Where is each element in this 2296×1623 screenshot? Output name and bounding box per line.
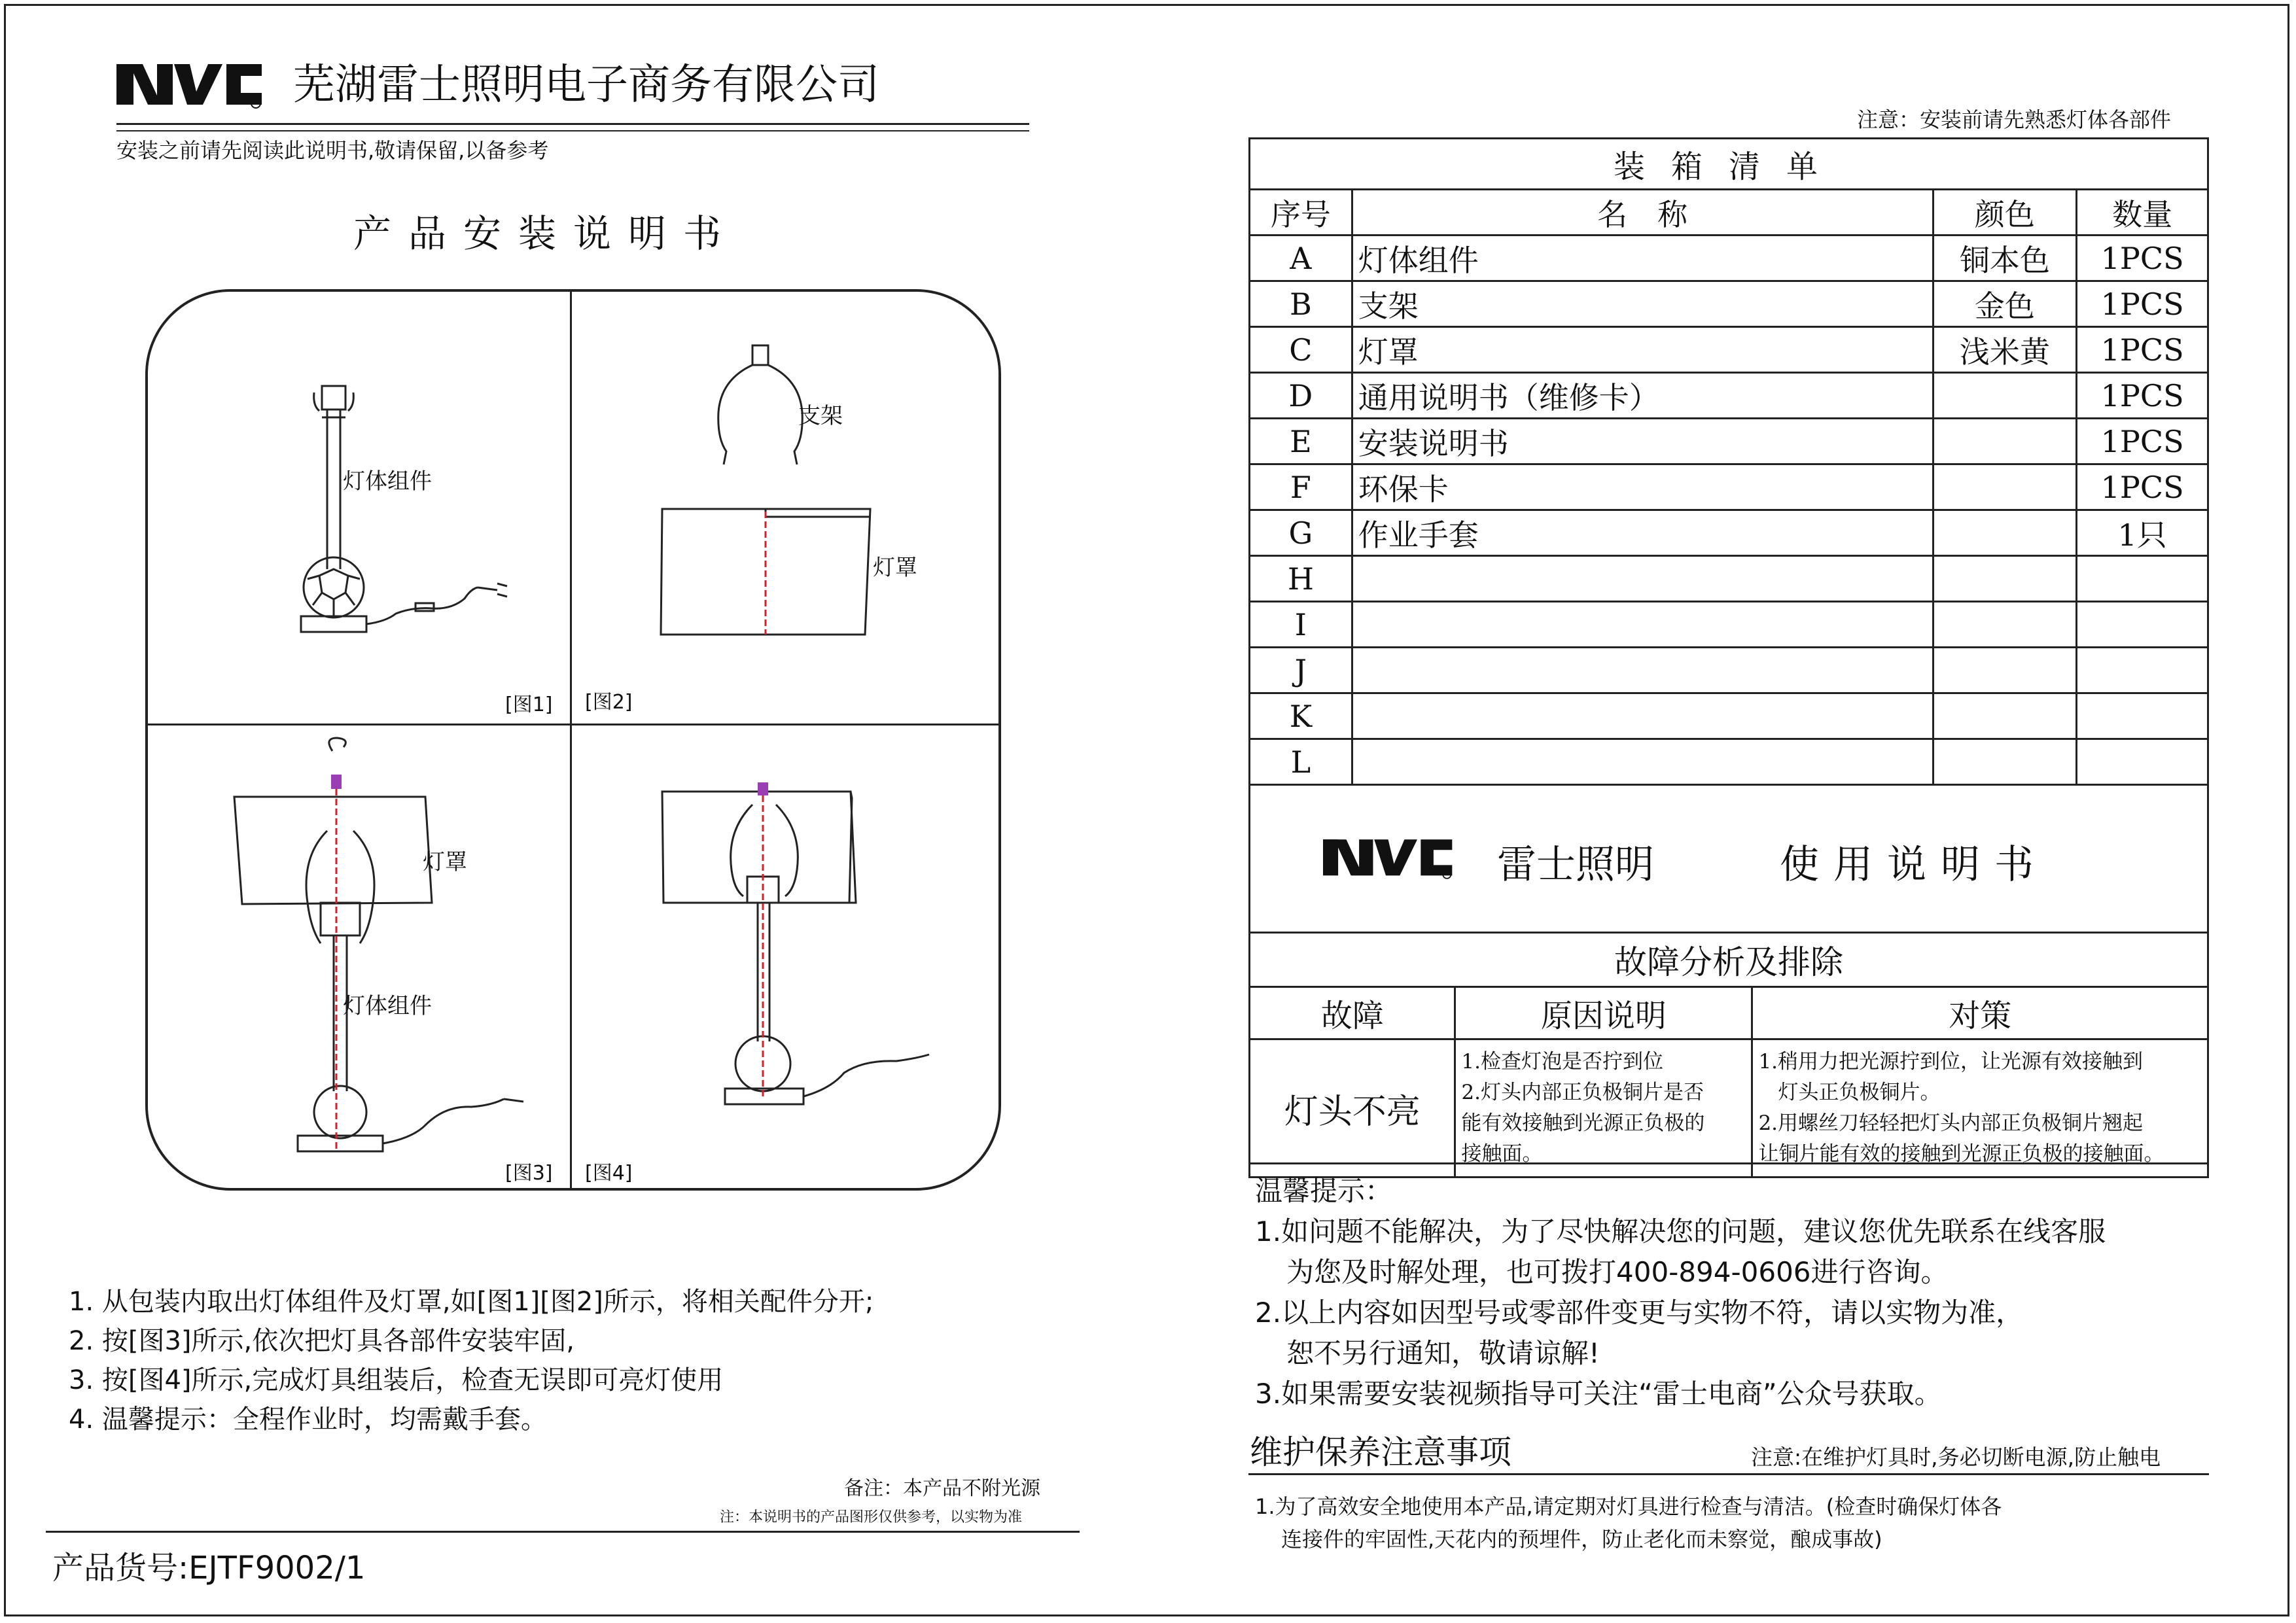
maintenance-body — [1255, 1490, 2002, 1556]
cell-color — [1933, 556, 2077, 602]
cell-qty — [2077, 693, 2208, 739]
fig4-label: [图4] — [585, 1162, 633, 1185]
solution-line: 2.用螺丝刀轻轻把灯头内部正负极铜片翘起 — [1758, 1111, 2144, 1135]
cause-line: 能有效接触到光源正负极的 — [1461, 1111, 1705, 1135]
cell-qty — [2077, 556, 2208, 602]
product-sku: 产品货号:EJTF9002/1 — [52, 1550, 366, 1586]
table-row — [1250, 1039, 2208, 1178]
packing-list-table — [1248, 137, 2209, 786]
table-row — [1250, 464, 2208, 510]
solution-line: 让铜片能有效的接触到光源正负极的接触面。 — [1758, 1142, 2164, 1166]
solution-line: 1.稍用力把光源拧到位，让光源有效接触到 — [1758, 1050, 2144, 1073]
nvc-logo-small — [1323, 833, 1454, 879]
col-header-cause: 原因说明 — [1455, 987, 1752, 1039]
read-note: 安装之前请先阅读此说明书,敬请保留,以备参考 — [116, 138, 549, 163]
col-header-fault: 故障 — [1250, 987, 1455, 1039]
table-row — [1250, 510, 2208, 556]
maintenance-line: 连接件的牢固性,天花内的预埋件，防止老化而未察觉，酿成事故) — [1281, 1527, 1882, 1552]
fig2-label: [图2] — [585, 691, 633, 714]
cell-index: H — [1250, 556, 1352, 602]
step-item: 3. 按[图4]所示,完成灯具组装后，检查无误即可亮灯使用 — [69, 1365, 724, 1395]
cell-name: 支架 — [1352, 281, 1933, 327]
col-header-qty: 数量 — [2077, 190, 2208, 236]
table-row — [1250, 648, 2208, 693]
fig2-label-shade: 灯罩 — [873, 555, 917, 581]
fig3-label-lamp-body: 灯体组件 — [343, 993, 432, 1019]
manual-title: 使用说明书 — [1780, 842, 2048, 888]
tips-line: 为您及时解处理，也可拨打400-894-0606进行咨询。 — [1286, 1256, 1949, 1288]
step-item: 1. 从包装内取出灯体组件及灯罩,如[图1][图2]所示，将相关配件分开; — [69, 1287, 874, 1317]
install-caution-note: 注意：安装前请先熟悉灯体各部件 — [1857, 107, 2172, 132]
solution-line: 灯头正负极铜片。 — [1778, 1081, 1941, 1104]
cell-color — [1933, 419, 2077, 464]
col-header-solution: 对策 — [1752, 987, 2208, 1039]
remark-no-light-source: 备注：本产品不附光源 — [844, 1477, 1040, 1500]
fault-cause — [1455, 1039, 1752, 1178]
tips-line: 恕不另行通知，敬请谅解! — [1286, 1337, 1600, 1369]
figure-divider-vertical — [570, 292, 572, 1188]
cell-name — [1352, 693, 1933, 739]
cell-qty: 1PCS — [2077, 281, 2208, 327]
cell-qty — [2077, 648, 2208, 693]
fault-solution — [1752, 1039, 2208, 1178]
tips-title: 温馨提示： — [1255, 1175, 1393, 1207]
table-row — [1250, 419, 2208, 464]
cell-name: 通用说明书（维修卡） — [1352, 373, 1933, 419]
cell-name: 作业手套 — [1352, 510, 1933, 556]
cell-index: F — [1250, 464, 1352, 510]
maintenance-note: 注意:在维护灯具时,务必切断电源,防止触电 — [1751, 1444, 2161, 1470]
cell-qty: 1PCS — [2077, 464, 2208, 510]
cell-index: K — [1250, 693, 1352, 739]
cell-index: E — [1250, 419, 1352, 464]
fig1-label: [图1] — [505, 693, 553, 716]
table-row — [1250, 602, 2208, 648]
cause-line: 接触面。 — [1461, 1142, 1543, 1166]
fig1-lamp-body-drawing — [281, 379, 556, 641]
fig4-assembled-drawing — [648, 772, 988, 1125]
brand-name: 雷士照明 — [1497, 842, 1654, 888]
table-row — [1250, 327, 2208, 373]
cell-color — [1933, 602, 2077, 648]
cause-line: 1.检查灯泡是否拧到位 — [1461, 1050, 1663, 1073]
page-title: 产品安装说明书 — [353, 211, 739, 256]
tips-line: 3.如果需要安装视频指导可关注“雷士电商”公众号获取。 — [1255, 1378, 1942, 1410]
table-row — [1250, 556, 2208, 602]
table-row — [1250, 693, 2208, 739]
cell-index: L — [1250, 739, 1352, 785]
cell-index: A — [1250, 236, 1352, 281]
cell-color — [1933, 510, 2077, 556]
col-header-name: 名 称 — [1352, 190, 1933, 236]
tips-line: 2.以上内容如因型号或零部件变更与实物不符，请以实物为准， — [1255, 1297, 2024, 1329]
tips-line: 1.如问题不能解决，为了尽快解决您的问题，建议您优先联系在线客服 — [1255, 1215, 2106, 1248]
cell-color — [1933, 464, 2077, 510]
cell-name — [1352, 739, 1933, 785]
sku-rule — [46, 1531, 1080, 1533]
table-row — [1250, 739, 2208, 785]
cell-name: 灯体组件 — [1352, 236, 1933, 281]
cell-qty: 1只 — [2077, 510, 2208, 556]
cell-color — [1933, 739, 2077, 785]
remark-reference-only: 注：本说明书的产品图形仅供参考，以实物为准 — [720, 1509, 1023, 1526]
cell-qty: 1PCS — [2077, 327, 2208, 373]
table-row — [1250, 373, 2208, 419]
fig1-label-lamp-body: 灯体组件 — [343, 468, 432, 495]
cell-index: B — [1250, 281, 1352, 327]
cell-name: 灯罩 — [1352, 327, 1933, 373]
cell-index: D — [1250, 373, 1352, 419]
cell-qty: 1PCS — [2077, 236, 2208, 281]
fault-table — [1248, 932, 2209, 1178]
company-name: 芜湖雷士照明电子商务有限公司 — [293, 61, 879, 109]
cell-color: 浅米黄 — [1933, 327, 2077, 373]
maintenance-line: 1.为了高效安全地使用本产品,请定期对灯具进行检查与清洁。(检查时确保灯体各 — [1255, 1494, 2002, 1519]
cell-color — [1933, 648, 2077, 693]
col-header-index: 序号 — [1250, 190, 1352, 236]
table-row — [1250, 281, 2208, 327]
warm-tips — [1255, 1171, 2106, 1414]
cell-color: 金色 — [1933, 281, 2077, 327]
install-steps — [69, 1282, 874, 1439]
fig3-label-shade: 灯罩 — [423, 849, 467, 875]
cause-line: 2.灯头内部正负极铜片是否 — [1461, 1081, 1704, 1104]
maintenance-title: 维护保养注意事项 — [1250, 1433, 1511, 1471]
cell-color — [1933, 693, 2077, 739]
fig2-bracket-shade-drawing — [648, 340, 910, 654]
header-rule — [116, 123, 1029, 131]
cell-color — [1933, 373, 2077, 419]
col-header-color: 颜色 — [1933, 190, 2077, 236]
step-item: 2. 按[图3]所示,依次把灯具各部件安装牢固, — [69, 1326, 574, 1356]
figure-divider-horizontal — [148, 724, 998, 725]
cell-index: C — [1250, 327, 1352, 373]
cell-index: G — [1250, 510, 1352, 556]
fig2-label-bracket: 支架 — [798, 403, 843, 429]
maintenance-rule — [1248, 1473, 2209, 1475]
fig3-label: [图3] — [505, 1162, 553, 1185]
cell-name: 环保卡 — [1352, 464, 1933, 510]
packing-list-title: 装箱清单 — [1250, 139, 2208, 190]
cell-name — [1352, 602, 1933, 648]
cell-qty — [2077, 739, 2208, 785]
nvc-logo — [116, 58, 264, 109]
fig3-assembly-drawing — [222, 733, 563, 1164]
step-item: 4. 温馨提示：全程作业时，均需戴手套。 — [69, 1405, 547, 1435]
cell-qty: 1PCS — [2077, 373, 2208, 419]
table-row — [1250, 236, 2208, 281]
cell-qty: 1PCS — [2077, 419, 2208, 464]
fault-table-title: 故障分析及排除 — [1250, 933, 2208, 987]
cell-color: 铜本色 — [1933, 236, 2077, 281]
fault-item: 灯头不亮 — [1250, 1039, 1455, 1178]
cell-name — [1352, 648, 1933, 693]
cell-index: I — [1250, 602, 1352, 648]
cell-qty — [2077, 602, 2208, 648]
cell-name: 安装说明书 — [1352, 419, 1933, 464]
cell-name — [1352, 556, 1933, 602]
cell-index: J — [1250, 648, 1352, 693]
